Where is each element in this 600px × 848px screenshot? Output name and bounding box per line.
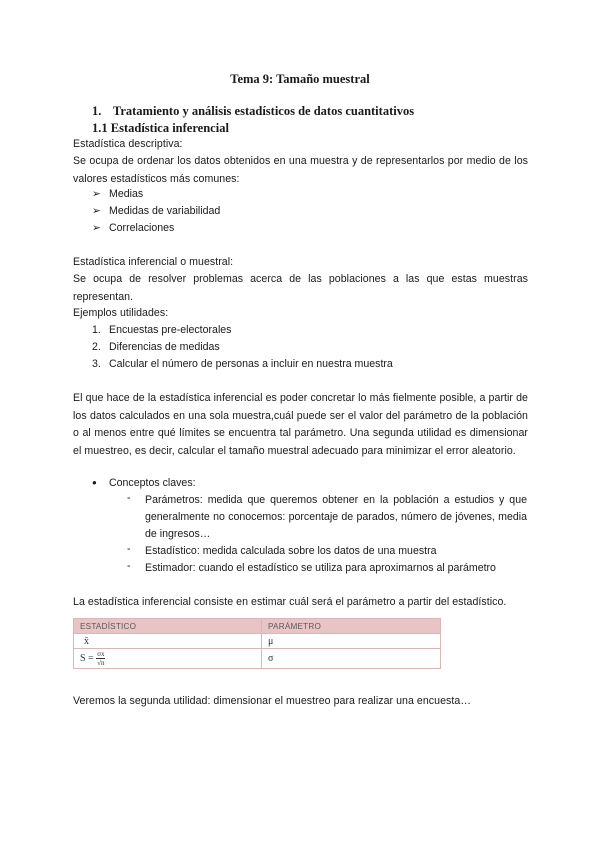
inferencial-label: Estadística inferencial o muestral: [73, 256, 234, 268]
descriptiva-text: Se ocupa de ordenar los datos obtenidos en una muestra y de representarlos por medio de los valores estadísticos más comunes: [73, 155, 528, 185]
table-row [74, 649, 441, 669]
dot-bullet-icon: ● [92, 478, 97, 487]
cell-stat-formula [74, 649, 262, 669]
list-number: 3. [92, 358, 101, 370]
final-text: Veremos la segunda utilidad: dimensionar el muestreo para realizar una encuesta… [73, 695, 471, 707]
conclusion-text: La estadística inferencial consiste en estimar cuál será el parámetro a partir del estadístico. [73, 596, 507, 608]
page-title: Tema 9: Tamaño muestral [230, 72, 370, 86]
list-item-text: Diferencias de medidas [109, 341, 220, 353]
arrow-bullet-icon: ➢ [92, 205, 101, 217]
inferencial-text: Se ocupa de resolver problemas acerca de las poblaciones a las que estas muestras representan. [73, 273, 528, 303]
list-item-text: Conceptos claves: [109, 477, 196, 489]
cell-param: μ [262, 634, 441, 649]
fraction-numerator: σx [97, 650, 105, 658]
table-header-row [74, 619, 441, 634]
header-parametro: PARÁMETRO [262, 619, 441, 634]
subsection-heading: 1.1 Estadística inferencial [92, 121, 229, 135]
list-item-text: Medidas de variabilidad [109, 205, 221, 217]
dash-bullet-icon: - [127, 543, 131, 555]
table-row [74, 634, 441, 649]
concept-item: Estimador: cuando el estadístico se utiliza para aproximarnos al parámetro [145, 562, 496, 574]
formula-fraction [96, 650, 105, 667]
fraction-denominator: √n [97, 659, 105, 667]
arrow-bullet-icon: ➢ [92, 222, 101, 234]
cell-param: σ [262, 649, 441, 669]
list-item-text: Correlaciones [109, 222, 175, 234]
list-item-text: Calcular el número de personas a incluir en nuestra muestra [109, 358, 393, 370]
descriptiva-label: Estadística descriptiva: [73, 138, 183, 150]
dash-bullet-icon: - [127, 492, 131, 504]
cell-stat: x̄ [74, 634, 262, 649]
concept-item: Parámetros: medida que queremos obtener en la población a estudios y que generalmente no conocemos: porcentaje de parados, número de jóvenes, media de ingresos… [145, 494, 527, 540]
body-paragraph: El que hace de la estadística inferencial es poder concretar lo más fielmente posible, a partir de los datos calculados en una sola muestra,cuál puede ser el valor del parámetro de la población o al menos entre qué límites se encuentra tal parámetro. Una segunda utilidad es dimensionar el muestreo, es decir, calcular el tamaño muestral adecuado para minimizar el error aleatorio. [73, 392, 528, 457]
concept-item: Estadístico: medida calculada sobre los datos de una muestra [145, 545, 437, 557]
list-item-text: Encuestas pre-electorales [109, 324, 232, 336]
formula-prefix: S = [80, 652, 94, 664]
list-number: 1. [92, 324, 101, 336]
dash-bullet-icon: - [127, 560, 131, 572]
section-number: 1. [92, 104, 102, 118]
arrow-bullet-icon: ➢ [92, 188, 101, 200]
section-heading [92, 104, 414, 119]
header-estadistico: ESTADÍSTICO [74, 619, 262, 634]
examples-label: Ejemplos utilidades: [73, 307, 169, 319]
list-number: 2. [92, 341, 101, 353]
statistics-table [73, 618, 441, 669]
list-item-text: Medias [109, 188, 144, 200]
section-title: Tratamiento y análisis estadísticos de datos cuantitativos [112, 104, 415, 118]
